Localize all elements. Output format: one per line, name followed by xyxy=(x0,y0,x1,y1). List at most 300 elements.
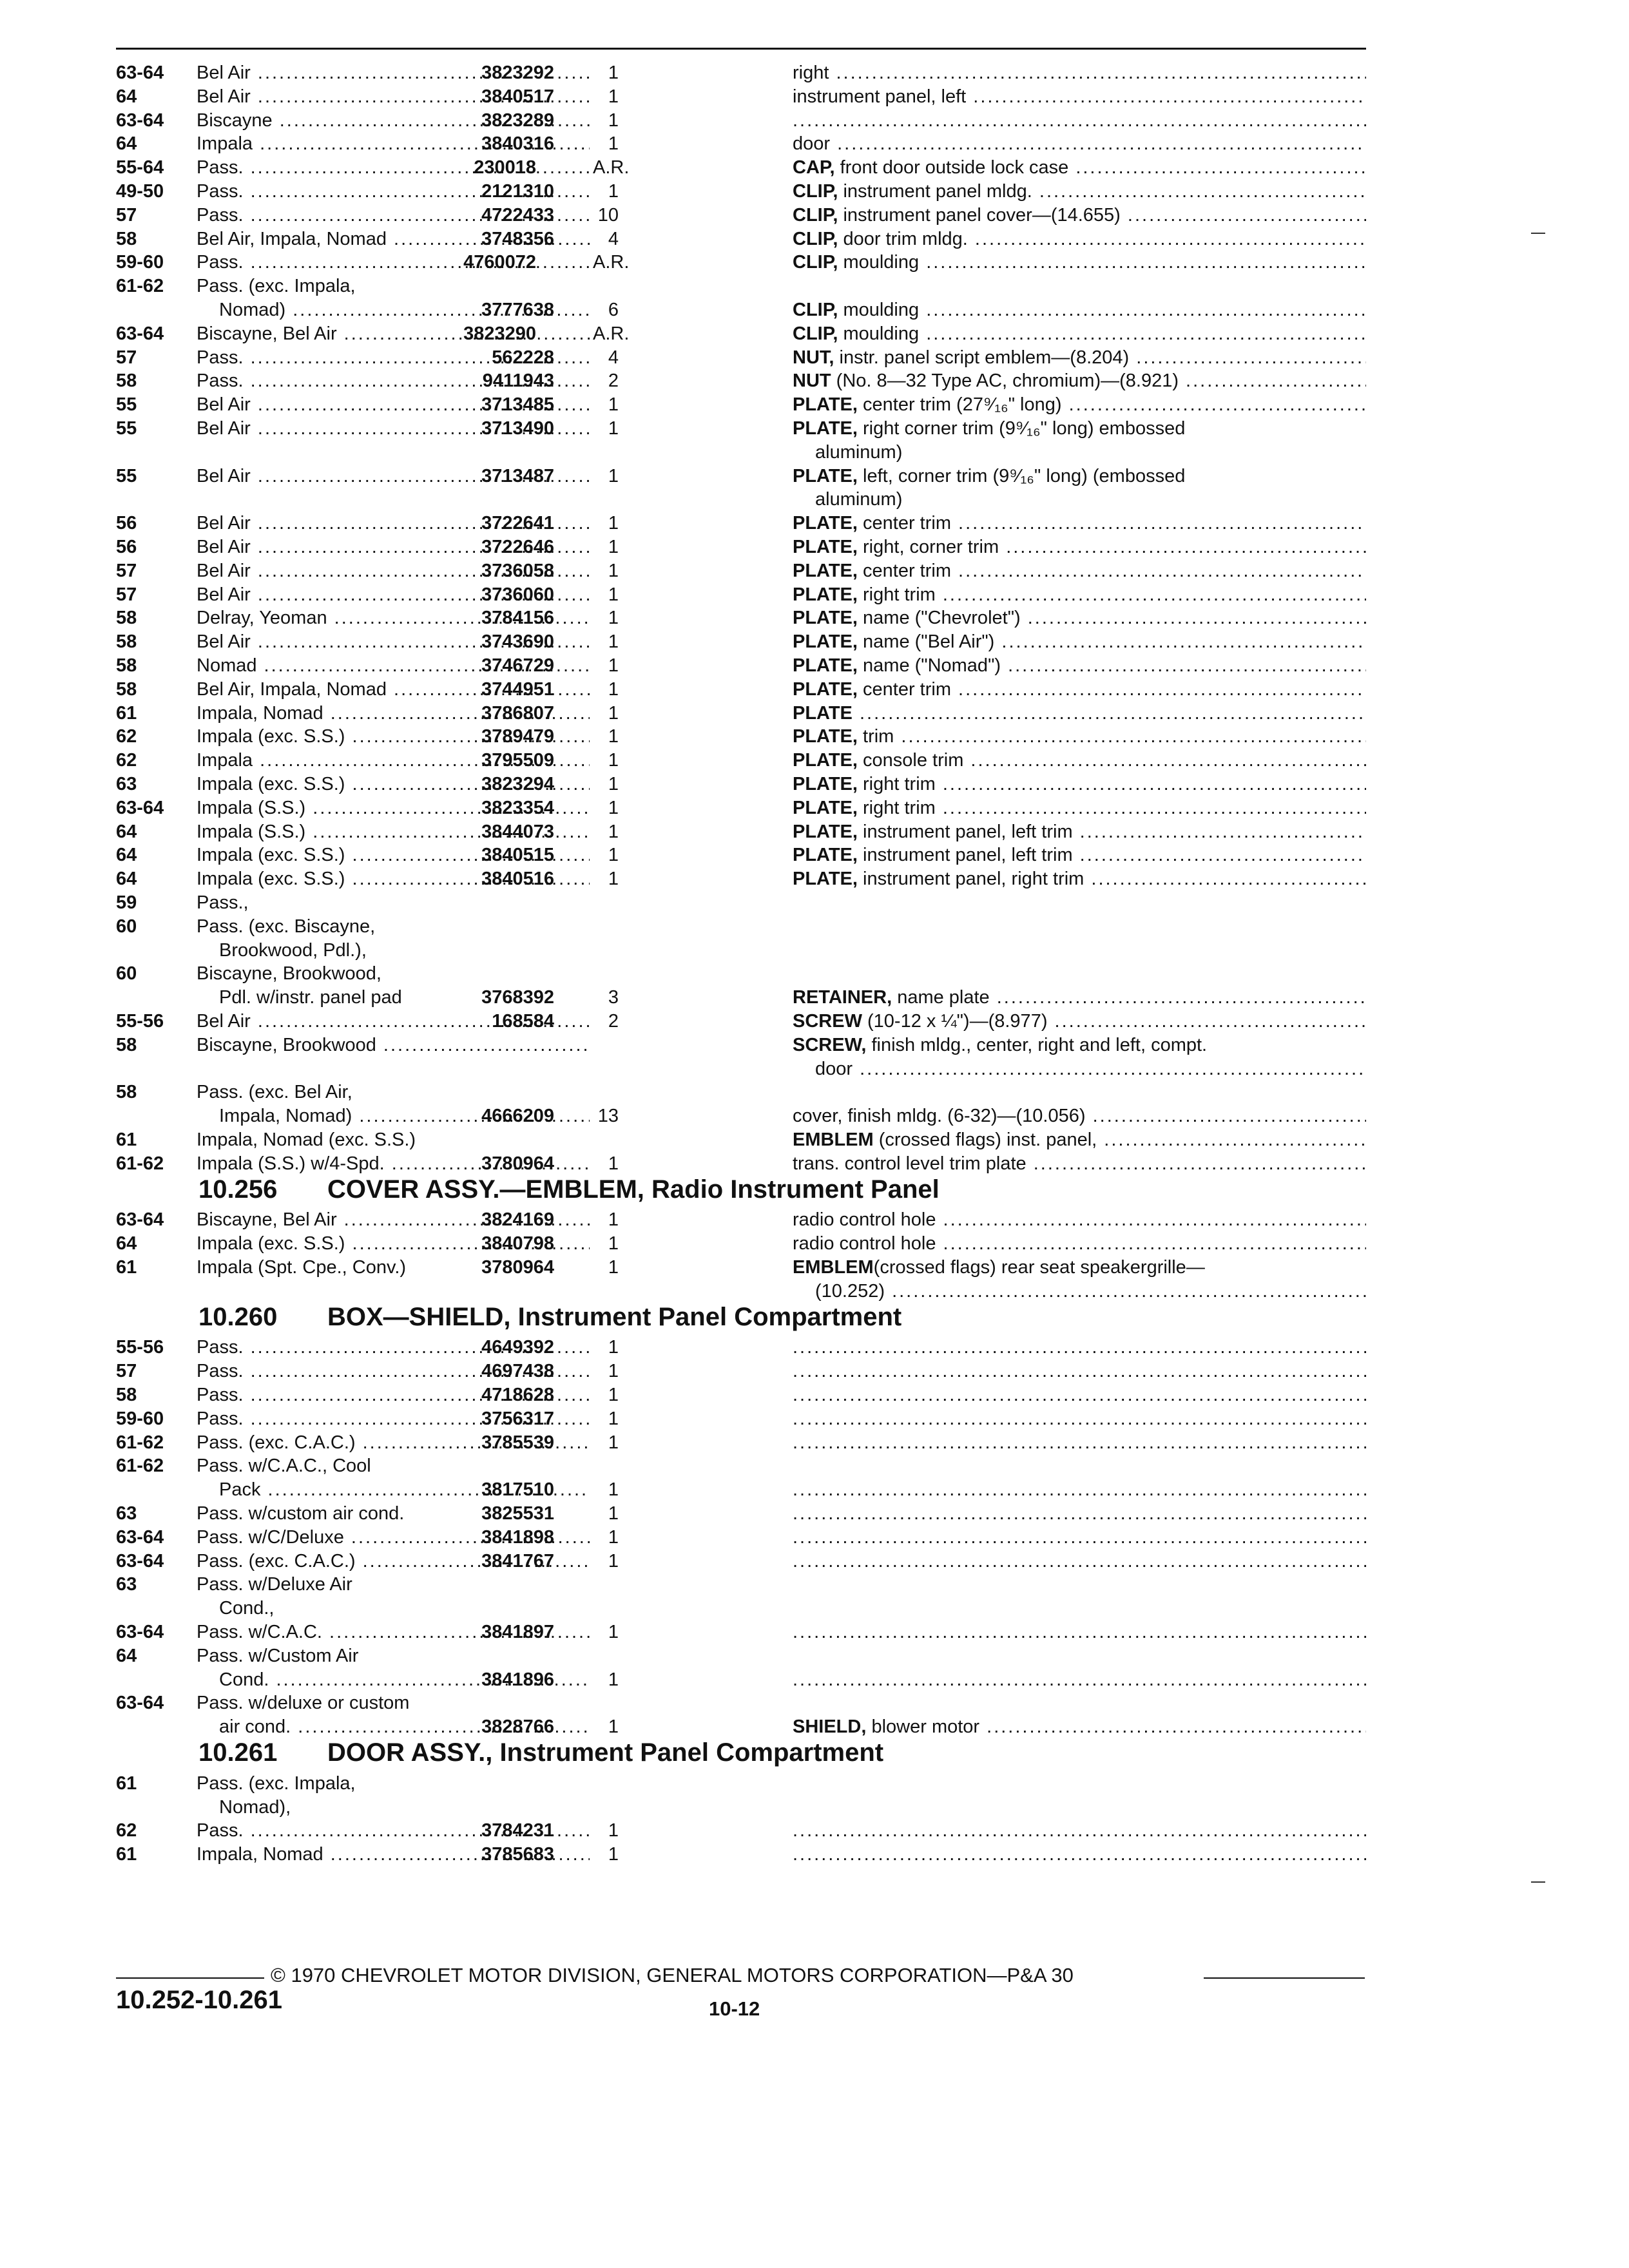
quantity-as-required: A.R. xyxy=(593,323,630,344)
model-year: 63 xyxy=(116,1503,137,1524)
model-name: Bel Air ..... xyxy=(197,393,590,417)
quantity: 6 xyxy=(608,300,619,320)
description-text: right trim xyxy=(857,797,936,818)
part-number: 3823290 xyxy=(463,323,536,344)
model-year: 58 xyxy=(116,655,137,676)
model-name: Bel Air ..... xyxy=(197,559,590,583)
parts-row xyxy=(116,61,1366,85)
parts-row xyxy=(116,962,1366,986)
model-year: 61-62 xyxy=(116,1432,164,1453)
model-year: 55-56 xyxy=(116,1011,164,1032)
model-name: Impala ..... xyxy=(197,132,590,156)
part-description xyxy=(793,773,1366,796)
part-number: 3777638 xyxy=(481,300,554,320)
quantity: 1 xyxy=(608,62,619,83)
part-name: PLATE, xyxy=(793,394,858,416)
parts-row xyxy=(116,1668,1366,1692)
parts-row xyxy=(116,369,1366,393)
section-title: BOX—SHIELD, Instrument Panel Compartment xyxy=(327,1302,902,1331)
part-name: PLATE, xyxy=(793,631,858,653)
model-year: 58 xyxy=(116,1034,137,1055)
quantity: 1 xyxy=(608,1153,619,1174)
model-year: 57 xyxy=(116,1361,137,1382)
parts-row xyxy=(116,1128,1366,1152)
model-year: 64 xyxy=(116,86,137,107)
parts-row xyxy=(116,1152,1366,1176)
part-name: CLIP, xyxy=(793,300,838,320)
parts-row xyxy=(116,1454,1366,1478)
part-description xyxy=(793,1843,1366,1867)
part-name: CLIP, xyxy=(793,181,838,202)
parts-row xyxy=(116,583,1366,607)
description-text: center trim xyxy=(857,560,951,581)
quantity: 1 xyxy=(608,181,619,202)
quantity: 1 xyxy=(608,465,619,486)
description-text: trim xyxy=(857,726,894,747)
quantity: 1 xyxy=(608,750,619,771)
quantity: 1 xyxy=(608,394,619,416)
model-year: 59-60 xyxy=(116,1408,164,1429)
part-description xyxy=(793,702,1366,726)
part-number: 3823294 xyxy=(481,774,554,794)
parts-row xyxy=(116,1104,1366,1128)
parts-row xyxy=(116,346,1366,370)
description-text: instr. panel script emblem—(8.204) xyxy=(834,347,1130,368)
part-number: 4718628 xyxy=(481,1385,554,1405)
parts-row xyxy=(116,1033,1366,1057)
part-name: RETAINER, xyxy=(793,987,892,1008)
description-text: moulding xyxy=(838,252,920,273)
model-year: 64 xyxy=(116,821,137,842)
model-name: Pass. w/deluxe or custom xyxy=(197,1693,410,1714)
parts-row xyxy=(116,180,1366,204)
model-name: Nomad) ..... xyxy=(219,298,590,322)
part-name: PLATE, xyxy=(793,513,858,534)
description-text: instrument panel, right trim xyxy=(857,869,1084,890)
part-number: 4697438 xyxy=(481,1361,554,1382)
model-name: Brookwood, Pdl.), xyxy=(219,939,367,961)
part-description xyxy=(793,678,1366,702)
parts-row xyxy=(116,1597,1366,1620)
parts-row xyxy=(116,1620,1366,1644)
model-name: Pdl. w/instr. panel pad xyxy=(219,987,402,1008)
part-number: 3789479 xyxy=(481,726,554,747)
quantity: 1 xyxy=(608,845,619,866)
model-name: Bel Air ..... xyxy=(197,630,590,654)
part-description xyxy=(793,1620,1366,1644)
model-name: Pass. ..... xyxy=(197,180,590,204)
model-name: Biscayne, Bel Air ..... xyxy=(197,322,590,346)
section-number: 10.260 xyxy=(198,1302,278,1331)
model-name: Impala (exc. S.S.) ..... xyxy=(197,867,590,891)
part-number: 3785539 xyxy=(481,1432,554,1453)
quantity: 1 xyxy=(608,537,619,557)
part-number: 562228 xyxy=(492,347,554,368)
part-description xyxy=(793,85,1366,109)
model-name: Pass. (exc. C.A.C.) ..... xyxy=(197,1550,590,1573)
model-name: Pass. w/Custom Air xyxy=(197,1645,359,1666)
model-year: 55 xyxy=(116,394,137,416)
description-text: right corner trim (9⁹⁄₁₆" long) embossed xyxy=(857,418,1186,439)
part-name: PLATE xyxy=(793,702,853,724)
parts-row xyxy=(116,1057,1366,1081)
description-text: front door outside lock case xyxy=(834,157,1069,178)
part-name: PLATE, xyxy=(793,678,858,700)
description-text: aluminum) xyxy=(815,441,903,463)
model-name: Bel Air ..... xyxy=(197,512,590,535)
model-name: Impala, Nomad ..... xyxy=(197,1843,590,1867)
quantity: 1 xyxy=(608,418,619,439)
model-name: Pass. ..... xyxy=(197,204,590,227)
part-number: 3841897 xyxy=(481,1622,554,1642)
model-name: Pass. (exc. Impala, xyxy=(197,276,356,297)
model-name: Pass. ..... xyxy=(197,156,590,180)
model-name: Bel Air ..... xyxy=(197,417,590,441)
part-number: 3785683 xyxy=(481,1844,554,1865)
section-header xyxy=(198,1175,940,1204)
part-number: 3828766 xyxy=(481,1716,554,1738)
description-text: (crossed flags) inst. panel, xyxy=(873,1129,1097,1150)
page-number: 10-12 xyxy=(709,1997,760,2020)
part-number: 3768392 xyxy=(481,987,554,1008)
parts-row xyxy=(116,820,1366,844)
quantity: 1 xyxy=(608,797,619,818)
parts-row xyxy=(116,1208,1366,1232)
model-name: Impala (S.S.) w/4-Spd. ..... xyxy=(197,1152,590,1176)
parts-row xyxy=(116,1550,1366,1573)
model-year: 58 xyxy=(116,1082,137,1103)
quantity: 1 xyxy=(608,774,619,794)
part-number: 3743690 xyxy=(481,631,554,653)
model-name: Impala (exc. S.S.) ..... xyxy=(197,843,590,867)
description-text: door xyxy=(793,133,831,155)
part-description xyxy=(793,1407,1366,1431)
description-text: door xyxy=(815,1058,853,1079)
parts-row xyxy=(116,630,1366,654)
model-year: 61 xyxy=(116,1257,137,1278)
part-description xyxy=(793,180,1366,204)
model-year: 61 xyxy=(116,1844,137,1865)
model-year: 61 xyxy=(116,1129,137,1150)
part-description xyxy=(793,393,1366,417)
part-description xyxy=(793,535,1366,559)
model-name: Impala (S.S.) ..... xyxy=(197,820,590,844)
part-number: 3722646 xyxy=(481,537,554,557)
parts-row xyxy=(116,559,1366,583)
description-text: cover, finish mldg. (6-32)—(10.056) xyxy=(793,1106,1086,1127)
model-name: Impala, Nomad ..... xyxy=(197,702,590,726)
model-name: Pass. (exc. Biscayne, xyxy=(197,916,376,937)
model-year: 62 xyxy=(116,1820,137,1841)
footer-rule-left xyxy=(116,1977,264,1979)
model-year: 63 xyxy=(116,774,137,794)
section-number: 10.261 xyxy=(198,1738,278,1767)
parts-row xyxy=(116,109,1366,133)
part-description xyxy=(815,1280,1366,1303)
part-name: PLATE, xyxy=(793,655,858,676)
part-number: 4649392 xyxy=(481,1337,554,1358)
quantity: 1 xyxy=(608,1669,619,1690)
parts-row xyxy=(116,1819,1366,1843)
model-year: 63-64 xyxy=(116,1693,164,1714)
top-rule xyxy=(116,48,1366,50)
description-text: name ("Bel Air") xyxy=(857,631,995,653)
description-text: instrument panel cover—(14.655) xyxy=(838,204,1121,226)
part-number: 3746729 xyxy=(481,655,554,676)
section-header xyxy=(198,1738,883,1767)
part-description xyxy=(793,1478,1366,1502)
part-name: PLATE, xyxy=(793,418,858,439)
part-description xyxy=(793,1128,1366,1152)
model-year: 56 xyxy=(116,513,137,534)
description-text: (10.252) xyxy=(815,1280,885,1302)
part-number: 3840798 xyxy=(481,1233,554,1254)
part-number: 3840316 xyxy=(481,133,554,155)
model-year: 64 xyxy=(116,869,137,890)
description-text: (crossed flags) rear seat speakergrille— xyxy=(873,1257,1205,1278)
parts-row xyxy=(116,1232,1366,1256)
parts-row xyxy=(116,1478,1366,1502)
parts-row xyxy=(116,1715,1366,1739)
part-description xyxy=(793,298,1366,322)
quantity: 1 xyxy=(608,110,619,131)
model-name: Pass. (exc. Impala, xyxy=(197,1773,356,1794)
part-description xyxy=(793,1336,1366,1360)
description-text: console trim xyxy=(857,750,964,771)
model-year: 64 xyxy=(116,1233,137,1254)
part-number: 3744951 xyxy=(481,678,554,700)
model-name: Pass. w/C.A.C. ..... xyxy=(197,1620,590,1644)
parts-row xyxy=(116,678,1366,702)
part-description xyxy=(793,156,1366,180)
parts-row xyxy=(116,773,1366,796)
part-number: 3844073 xyxy=(481,821,554,842)
description-text: instrument panel mldg. xyxy=(838,181,1032,202)
description-text: (10-12 x ¼")—(8.977) xyxy=(862,1011,1048,1032)
quantity: 1 xyxy=(608,1361,619,1382)
parts-row xyxy=(116,749,1366,773)
part-name: PLATE, xyxy=(793,845,858,866)
part-name: NUT, xyxy=(793,347,834,368)
model-name: Pass. (exc. Bel Air, xyxy=(197,1082,352,1103)
parts-row xyxy=(116,465,1366,488)
model-year: 58 xyxy=(116,631,137,653)
part-number: 3825531 xyxy=(481,1503,554,1524)
part-name: EMBLEM xyxy=(793,1257,874,1278)
description-text: aluminum) xyxy=(815,489,903,510)
part-number: 3795509 xyxy=(481,750,554,771)
parts-row xyxy=(116,132,1366,156)
part-description xyxy=(793,1208,1366,1232)
model-year: 55-64 xyxy=(116,157,164,178)
quantity: 1 xyxy=(608,1844,619,1865)
part-description xyxy=(793,654,1366,678)
part-description xyxy=(793,725,1366,749)
parts-row xyxy=(116,298,1366,322)
part-name: PLATE, xyxy=(793,584,858,605)
part-number: 3840516 xyxy=(481,869,554,890)
model-year: 55 xyxy=(116,465,137,486)
model-year: 63-64 xyxy=(116,797,164,818)
model-name: Delray, Yeoman ..... xyxy=(197,606,590,630)
part-number: 3824169 xyxy=(481,1209,554,1231)
part-name: CLIP, xyxy=(793,204,838,226)
part-description xyxy=(815,441,1366,465)
description-text: center trim (27⁹⁄₁₆" long) xyxy=(857,394,1062,416)
model-name: Impala, Nomad) ..... xyxy=(219,1104,590,1128)
parts-row xyxy=(116,1843,1366,1867)
parts-row xyxy=(116,1431,1366,1455)
part-description xyxy=(793,1104,1366,1128)
description-text: name ("Chevrolet") xyxy=(857,608,1021,629)
parts-row xyxy=(116,939,1366,963)
part-description xyxy=(815,1057,1366,1081)
quantity: 1 xyxy=(608,631,619,653)
model-name: Pass. w/C/Deluxe ..... xyxy=(197,1526,590,1550)
part-description xyxy=(793,1383,1366,1407)
model-name: Pass. ..... xyxy=(197,1360,590,1383)
quantity: 1 xyxy=(608,1503,619,1524)
model-year: 63-64 xyxy=(116,1526,164,1548)
parts-row xyxy=(116,488,1366,512)
part-number: 3736058 xyxy=(481,560,554,581)
description-text: instrument panel, left trim xyxy=(857,821,1073,842)
description-text: instrument panel, left trim xyxy=(857,845,1073,866)
model-name: Pass. w/custom air cond. xyxy=(197,1503,405,1524)
part-number: 4722433 xyxy=(481,204,554,226)
quantity: 2 xyxy=(608,1011,619,1032)
quantity: 1 xyxy=(608,726,619,747)
part-description xyxy=(793,1502,1366,1526)
model-year: 61-62 xyxy=(116,1456,164,1477)
part-number: 3780964 xyxy=(481,1257,554,1278)
model-year: 61-62 xyxy=(116,276,164,297)
model-year: 57 xyxy=(116,584,137,605)
parts-row xyxy=(116,1691,1366,1715)
parts-row xyxy=(116,1383,1366,1407)
part-number: 3722641 xyxy=(481,513,554,534)
description-text: right trim xyxy=(857,584,936,605)
parts-row xyxy=(116,1772,1366,1796)
model-name: Bel Air, Impala, Nomad ..... xyxy=(197,678,590,702)
description-text: moulding xyxy=(838,323,920,344)
model-year: 61 xyxy=(116,1773,137,1794)
quantity: 2 xyxy=(608,370,619,392)
part-number: 3713490 xyxy=(481,418,554,439)
parts-row xyxy=(116,322,1366,346)
part-name: SHIELD, xyxy=(793,1716,867,1738)
part-number: 3713487 xyxy=(481,465,554,486)
parts-row xyxy=(116,1526,1366,1550)
section-number: 10.256 xyxy=(198,1175,278,1204)
model-year: 63-64 xyxy=(116,323,164,344)
part-number: 3841896 xyxy=(481,1669,554,1690)
model-name: Pass. ..... xyxy=(197,369,590,393)
parts-row xyxy=(116,251,1366,274)
description-text: radio control hole xyxy=(793,1209,936,1231)
model-year: 63-64 xyxy=(116,1209,164,1231)
part-description xyxy=(793,749,1366,773)
quantity: 1 xyxy=(608,1526,619,1548)
quantity: 1 xyxy=(608,821,619,842)
part-name: PLATE, xyxy=(793,608,858,629)
description-text: (No. 8—32 Type AC, chromium)—(8.921) xyxy=(831,370,1179,392)
part-description xyxy=(793,251,1366,274)
part-description xyxy=(793,1715,1366,1739)
parts-row xyxy=(116,227,1366,251)
description-text: right, corner trim xyxy=(857,537,999,557)
model-name: Bel Air ..... xyxy=(197,85,590,109)
parts-row xyxy=(116,606,1366,630)
model-name: Biscayne, Brookwood ..... xyxy=(197,1033,590,1057)
margin-mark xyxy=(1531,233,1545,234)
model-name: Pass. w/C.A.C., Cool xyxy=(197,1456,371,1477)
quantity: 1 xyxy=(608,560,619,581)
section-range: 10.252-10.261 xyxy=(116,1986,283,2014)
part-description xyxy=(793,1819,1366,1843)
model-name: Pack ..... xyxy=(219,1478,590,1502)
model-year: 61-62 xyxy=(116,1153,164,1174)
part-description xyxy=(793,369,1366,393)
parts-row xyxy=(116,1407,1366,1431)
part-name: CAP, xyxy=(793,157,835,178)
parts-row xyxy=(116,1360,1366,1383)
model-name: Cond. ..... xyxy=(219,1668,590,1692)
part-description xyxy=(793,227,1366,251)
model-name: Bel Air ..... xyxy=(197,61,590,85)
part-number: 3823354 xyxy=(481,797,554,818)
quantity: 1 xyxy=(608,678,619,700)
model-year: 55 xyxy=(116,418,137,439)
part-description xyxy=(793,843,1366,867)
part-description xyxy=(793,1526,1366,1550)
part-number: 3784231 xyxy=(481,1820,554,1841)
part-description xyxy=(793,1431,1366,1455)
part-description xyxy=(793,630,1366,654)
parts-row xyxy=(116,393,1366,417)
description-text: center trim xyxy=(857,678,951,700)
quantity: 10 xyxy=(597,204,619,226)
part-description xyxy=(793,559,1366,583)
part-number: 9411943 xyxy=(482,370,554,392)
model-name: Impala (exc. S.S.) ..... xyxy=(197,1232,590,1256)
description-text: name plate xyxy=(892,987,990,1008)
part-number: 3713485 xyxy=(481,394,554,416)
part-description xyxy=(793,322,1366,346)
parts-row xyxy=(116,156,1366,180)
parts-row xyxy=(116,891,1366,915)
quantity-as-required: A.R. xyxy=(593,252,630,273)
model-year: 49-50 xyxy=(116,181,164,202)
quantity: 1 xyxy=(608,584,619,605)
model-name: Pass. ..... xyxy=(197,251,590,274)
quantity: 1 xyxy=(608,1337,619,1358)
part-description xyxy=(793,1550,1366,1573)
model-year: 64 xyxy=(116,845,137,866)
model-year: 59 xyxy=(116,892,137,913)
parts-row xyxy=(116,1280,1366,1303)
part-number: 3736060 xyxy=(481,584,554,605)
description-text: name ("Nomad") xyxy=(857,655,1001,676)
model-year: 56 xyxy=(116,537,137,557)
part-name: PLATE, xyxy=(793,797,858,818)
part-description xyxy=(793,109,1366,133)
description-text: left, corner trim (9⁹⁄₁₆" long) (embossed xyxy=(857,465,1186,486)
part-number: 4760072 xyxy=(463,252,536,273)
footer-rule-right xyxy=(1204,1977,1365,1979)
parts-row xyxy=(116,1502,1366,1526)
description-text: right xyxy=(793,62,829,83)
